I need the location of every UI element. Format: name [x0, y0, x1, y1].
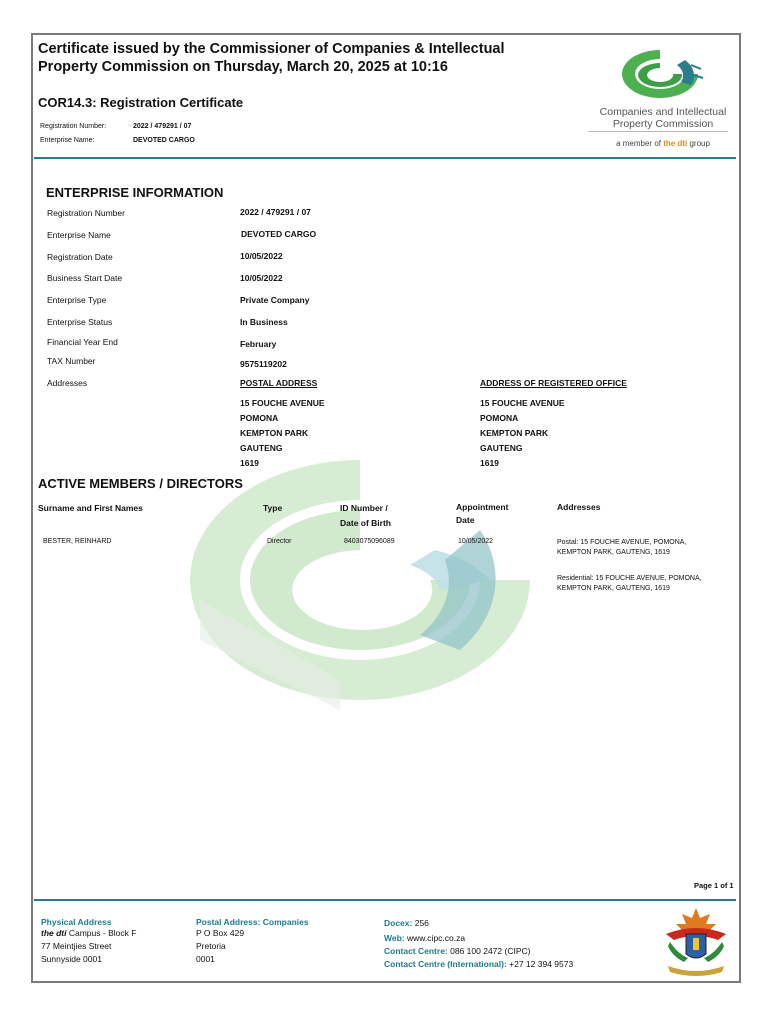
address-line: GAUTENG [480, 443, 523, 453]
footer-postal-address [196, 917, 309, 966]
footer-contact [384, 917, 573, 971]
address-line: 1619 [480, 458, 499, 468]
contact-centre-value: 086 100 2472 (CIPC) [450, 946, 531, 956]
field-label: Enterprise Status [47, 317, 113, 327]
field-label: Registration Date [47, 252, 113, 262]
member-appointment-date: 10/05/2022 [458, 538, 494, 545]
column-header-type: Type [263, 503, 283, 513]
column-header-addresses: Addresses [557, 502, 601, 512]
enterprise-section-title: ENTERPRISE INFORMATION [46, 185, 224, 200]
docex-label: Docex: [384, 918, 413, 928]
member-residential-address: Residential: 15 FOUCHE AVENUE, POMONA, KEMPTON PARK, GAUTENG, 1619 [557, 575, 702, 592]
field-value: Private Company [240, 295, 310, 305]
field-value: In Business [240, 317, 288, 327]
field-value: DEVOTED CARGO [241, 229, 317, 239]
web-label: Web: [384, 933, 405, 943]
contact-centre-intl-label: Contact Centre (International): [384, 959, 507, 969]
logo-member-line [588, 139, 738, 148]
column-header-name: Surname and First Names [38, 503, 143, 513]
logo-name-line2: Property Commission [612, 118, 714, 130]
coat-of-arms-icon [658, 904, 734, 980]
registration-number-label: Registration Number: [40, 123, 107, 130]
postal-address-block [240, 396, 325, 471]
addresses-label: Addresses [47, 378, 88, 388]
postal-city: Pretoria [196, 941, 226, 951]
address-line: GAUTENG [240, 443, 283, 453]
field-label: TAX Number [47, 356, 96, 366]
address-line: 15 FOUCHE AVENUE [240, 398, 325, 408]
enterprise-name-value: DEVOTED CARGO [133, 137, 195, 144]
address-line: KEMPTON PARK [480, 428, 549, 438]
field-label: Financial Year End [47, 337, 118, 347]
docex-value: 256 [414, 918, 429, 928]
column-header-id-line2: Date of Birth [340, 518, 391, 528]
column-header-id [340, 502, 391, 530]
column-header-appointment-line1: Appointment [456, 502, 509, 512]
field-value: 10/05/2022 [240, 273, 283, 283]
logo-member-suffix: group [689, 139, 710, 148]
member-name: BESTER, REINHARD [43, 538, 112, 545]
footer-divider [34, 899, 736, 901]
address-line: POMONA [240, 413, 279, 423]
registered-office-block [480, 396, 565, 471]
web-link[interactable]: www.cipc.co.za [407, 933, 466, 943]
column-header-appointment [456, 501, 508, 527]
field-label: Registration Number [47, 208, 125, 218]
page-indicator: Page 1 of 1 [694, 881, 734, 890]
logo-member-prefix: a member of [616, 139, 661, 148]
logo-name-line1: Companies and Intellectual [599, 106, 727, 118]
address-line: POMONA [480, 413, 519, 423]
postal-box: P O Box 429 [196, 928, 245, 938]
footer-physical-address [41, 917, 136, 966]
logo-divider [588, 131, 728, 132]
member-postal-address: Postal: 15 FOUCHE AVENUE, POMONA, KEMPTON PARK, GAUTENG, 1619 [557, 539, 687, 556]
field-value: February [240, 339, 277, 349]
field-value: 10/05/2022 [240, 251, 283, 261]
cipc-logo-icon [615, 45, 705, 100]
member-id-number: 8403075096089 [344, 538, 395, 545]
physical-address-city: Sunnyside 0001 [41, 954, 102, 964]
column-header-appointment-line2: Date [456, 515, 475, 525]
postal-address-heading: POSTAL ADDRESS [240, 378, 318, 388]
address-line: 1619 [240, 458, 259, 468]
logo-member-brand: the dti [663, 139, 688, 148]
postal-code: 0001 [196, 954, 215, 964]
field-value: 2022 / 479291 / 07 [240, 207, 311, 217]
postal-address-heading: Postal Address: Companies [196, 917, 309, 927]
certificate-type-title: COR14.3: Registration Certificate [38, 95, 244, 110]
field-value: 9575119202 [240, 359, 287, 369]
address-line: KEMPTON PARK [240, 428, 309, 438]
registered-office-heading: ADDRESS OF REGISTERED OFFICE [480, 378, 627, 388]
registration-number-value: 2022 / 479291 / 07 [133, 123, 192, 130]
field-label: Enterprise Type [47, 295, 107, 305]
contact-centre-label: Contact Centre: [384, 946, 448, 956]
column-header-id-line1: ID Number / [340, 503, 388, 513]
physical-address-heading: Physical Address [41, 917, 112, 927]
field-label: Enterprise Name [47, 230, 111, 240]
enterprise-name-label: Enterprise Name: [40, 137, 95, 144]
field-label: Business Start Date [47, 273, 123, 283]
physical-address-street: 77 Meintjies Street [41, 941, 112, 951]
address-line: 15 FOUCHE AVENUE [480, 398, 565, 408]
header-divider [34, 157, 736, 159]
contact-centre-intl-value: +27 12 394 9573 [509, 959, 574, 969]
members-section-title: ACTIVE MEMBERS / DIRECTORS [38, 476, 243, 491]
physical-address-campus: Campus - Block F [66, 928, 137, 938]
member-type: Director [267, 538, 292, 545]
physical-address-dti: the dti [41, 928, 67, 938]
certificate-issued-title: Certificate issued by the Commissioner of Companies & Intellectual Property Commission on Thursday, March 20, 2025 at 10:16 [38, 41, 505, 75]
